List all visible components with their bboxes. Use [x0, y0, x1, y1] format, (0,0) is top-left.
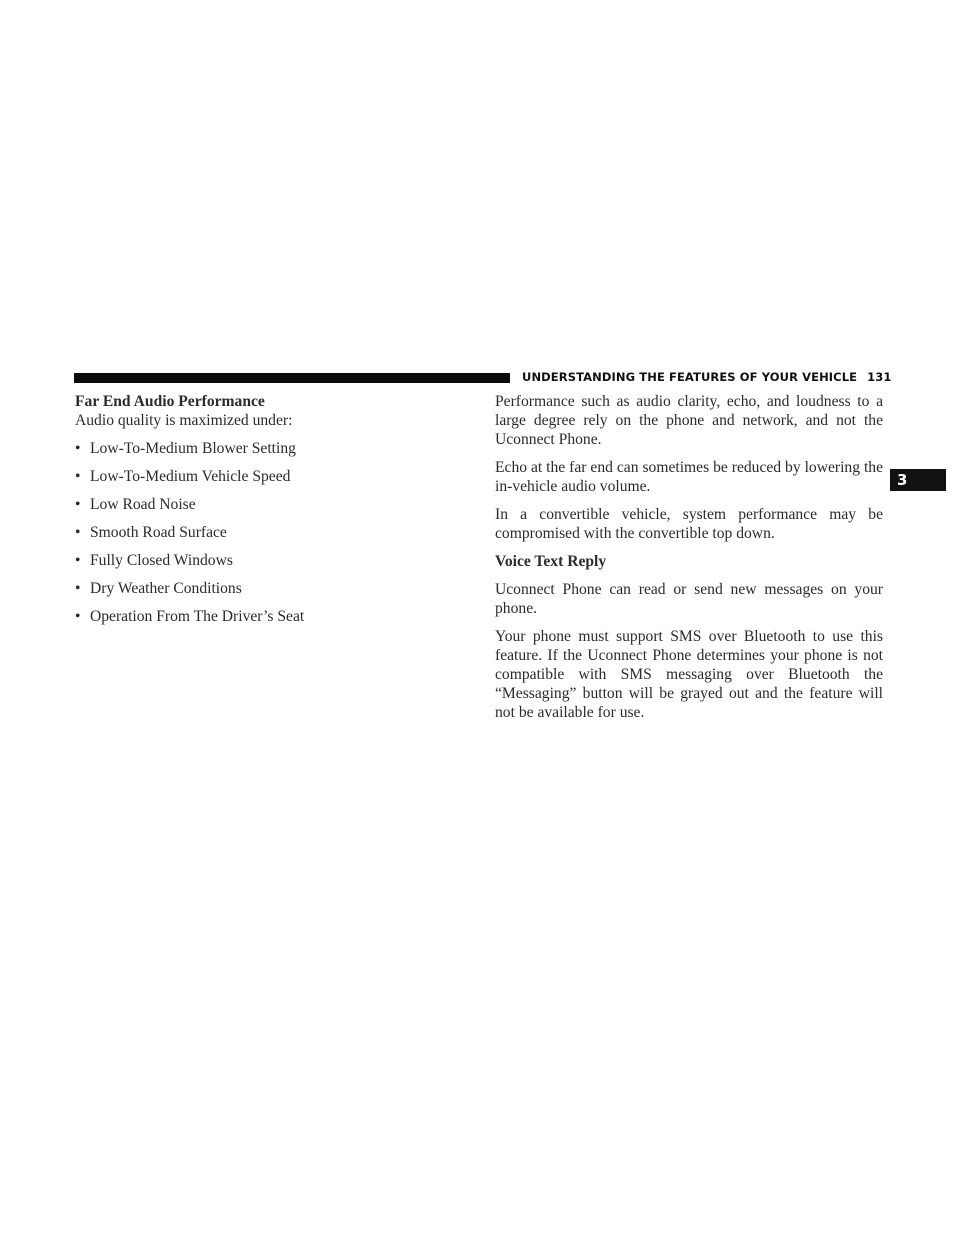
header-title: UNDERSTANDING THE FEATURES OF YOUR VEHICLE — [522, 370, 858, 384]
running-header — [522, 370, 891, 384]
bullet-list — [75, 439, 415, 635]
paragraph-sms-support: Your phone must support SMS over Bluetooth to use this feature. If the Uconnect Phone determines your phone is not compatible with SMS messaging over Bluetooth the “Messaging” button will be grayed out and the feature will not be available for use. — [495, 628, 883, 721]
list-item: • Smooth Road Surface — [75, 524, 227, 541]
list-item: • Fully Closed Windows — [75, 552, 233, 569]
chapter-tab: 3 — [890, 469, 946, 491]
list-item: • Low-To-Medium Vehicle Speed — [75, 468, 291, 485]
paragraph-convertible: In a convertible vehicle, system performance may be compromised with the convertible top down. — [495, 506, 883, 542]
bullet-icon: • — [75, 468, 81, 485]
intro-text: Audio quality is maximized under: — [75, 412, 293, 429]
bullet-icon: • — [75, 608, 81, 625]
list-item: • Low-To-Medium Blower Setting — [75, 440, 296, 457]
section-heading-voice-text-reply: Voice Text Reply — [495, 553, 607, 570]
header-rule — [74, 373, 510, 383]
paragraph-performance: Performance such as audio clarity, echo, and loudness to a large degree rely on the phone and network, and not the Uconnect Phone. — [495, 393, 883, 448]
bullet-icon: • — [75, 440, 81, 457]
bullet-icon: • — [75, 496, 81, 513]
right-column — [495, 392, 883, 722]
bullet-icon: • — [75, 580, 81, 597]
list-item: • Operation From The Driver’s Seat — [75, 608, 305, 625]
paragraph-echo: Echo at the far end can sometimes be reduced by lowering the in-vehicle audio volume. — [495, 459, 883, 495]
section-heading-far-end-audio: Far End Audio Performance — [75, 393, 265, 410]
list-item: • Dry Weather Conditions — [75, 580, 242, 597]
bullet-icon: • — [75, 552, 81, 569]
bullet-icon: • — [75, 524, 81, 541]
paragraph-read-send: Uconnect Phone can read or send new messages on your phone. — [495, 581, 883, 617]
left-column — [75, 392, 415, 635]
page-number: 131 — [867, 370, 892, 384]
list-item: • Low Road Noise — [75, 496, 196, 513]
